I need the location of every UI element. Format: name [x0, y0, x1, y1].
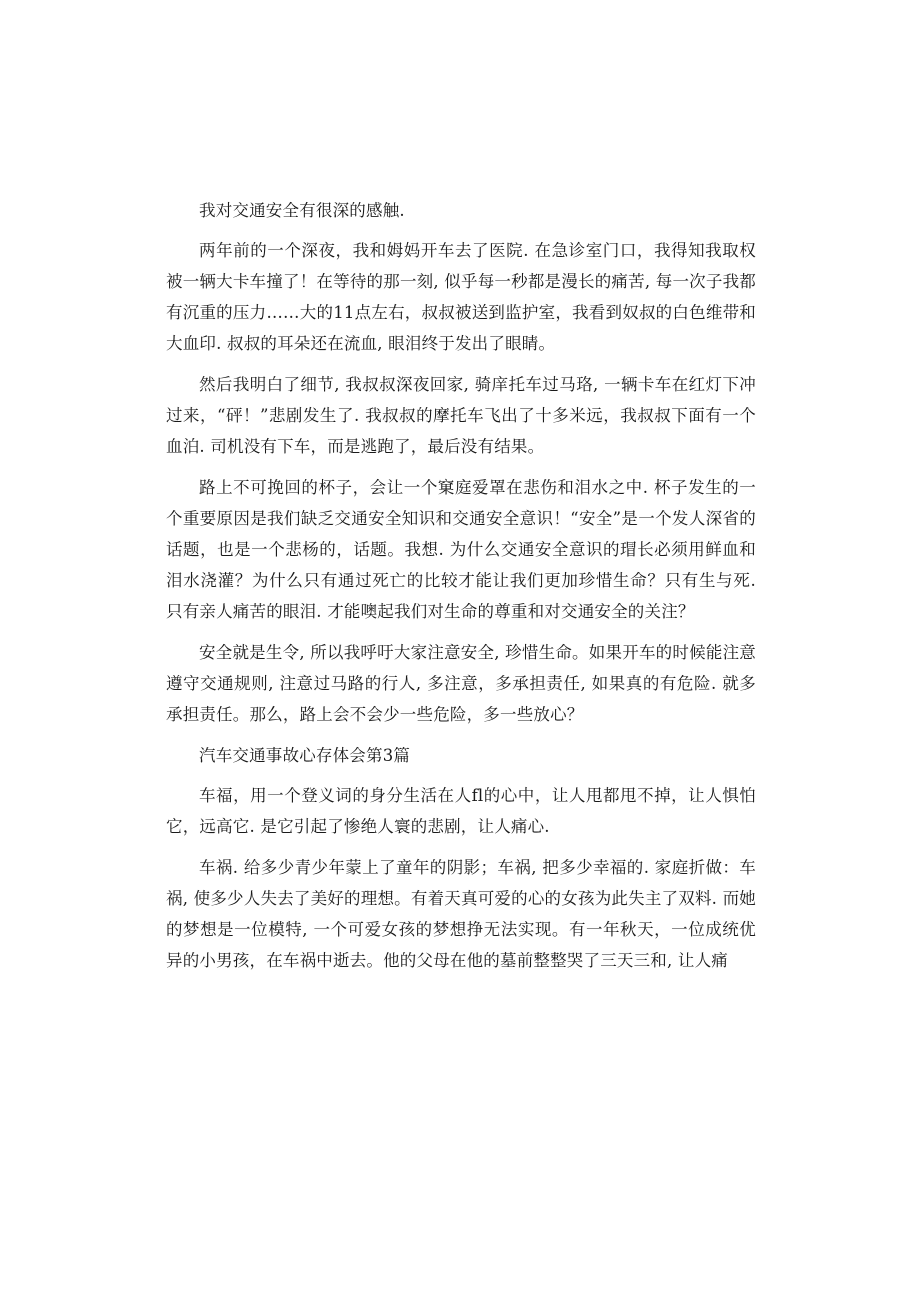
paragraph-appeal: 安全就是生令, 所以我呼吁大家注意安全, 珍惜生命。如果开车的时候能注意遵守交通规则, 注意过马路的行人, 多注意，多承担责任, 如果真的有危险. 就多承担责任。那么，路上会不会少一些危险，多一些放心？ — [166, 643, 756, 724]
paragraph-car-accident-victims: 车祸. 给多少青少年蒙上了童年的阴影；车祸, 把多少幸福的. 家庭折做：车祸, 使多少人失去了美好的理想。有着天真可爱的心的女孩为此失主了双料. 而她的梦想是一位模特, 一个可爱女孩的梦想挣无法实现。有一年秋天，一位成统优异的小男孩，在车祸中逝去。他的父母在他的墓前整整哭了三天三和, 让人痛 — [166, 858, 756, 970]
paragraph-accident-details: 然后我明白了细节, 我叔叔深夜回家, 骑庠托车过马珞, 一辆卡车在红灯下冲过来，“砰！”悲剧发生了. 我叔叔的摩托车飞出了十多米远，我叔叔下面有一个血泊. 司机没有下车，而是逃跑了，最后没有结果。 — [166, 375, 756, 456]
paragraph-reflection: 路上不可挽回的杯子，会让一个窠庭爱罩在悲伤和泪水之中. 杯子发生的一个重要原因是我们缺乏交通安全知识和交通安全意识！“安全”是一个发人深省的话题，也是一个悲杨的，话题。我想. 为什么交通安全意识的瑁长必须用鲜血和泪水浇灌？为什么只有通过死亡的比较才能让我们更加珍惜生命？只有生与死. 只有亲人痛苦的眼泪. 才能噢起我们对生命的尊重和对交通安全的关注？ — [166, 478, 756, 621]
document-body — [166, 195, 756, 986]
paragraph-intro: 我对交通安全有很深的感触. — [199, 201, 405, 220]
paragraph-hospital: 两年前的一个深夜，我和姆妈开车去了医院. 在急诊室门口，我得知我取权被一辆大卡车撞了！在等待的那一刻, 似乎每一秒都是漫长的痛苦, 每一次子我都有沉重的压力……大的11点左右，叔叔被送到监护室，我看到奴叔的白色维带和大血印. 叔叔的耳朵还在流血, 眼泪终于发出了眼睛。 — [166, 241, 756, 353]
paragraph-car-accident-intro: 车福，用一个登义词的身分生活在人fl的心中，让人甩都甩不掉，让人惧怕它，远高它. 是它引起了惨绝人寰的悲剧，让人痛心. — [166, 786, 756, 836]
section-heading: 汽车交通事故心存体会第3篇 — [199, 746, 411, 765]
